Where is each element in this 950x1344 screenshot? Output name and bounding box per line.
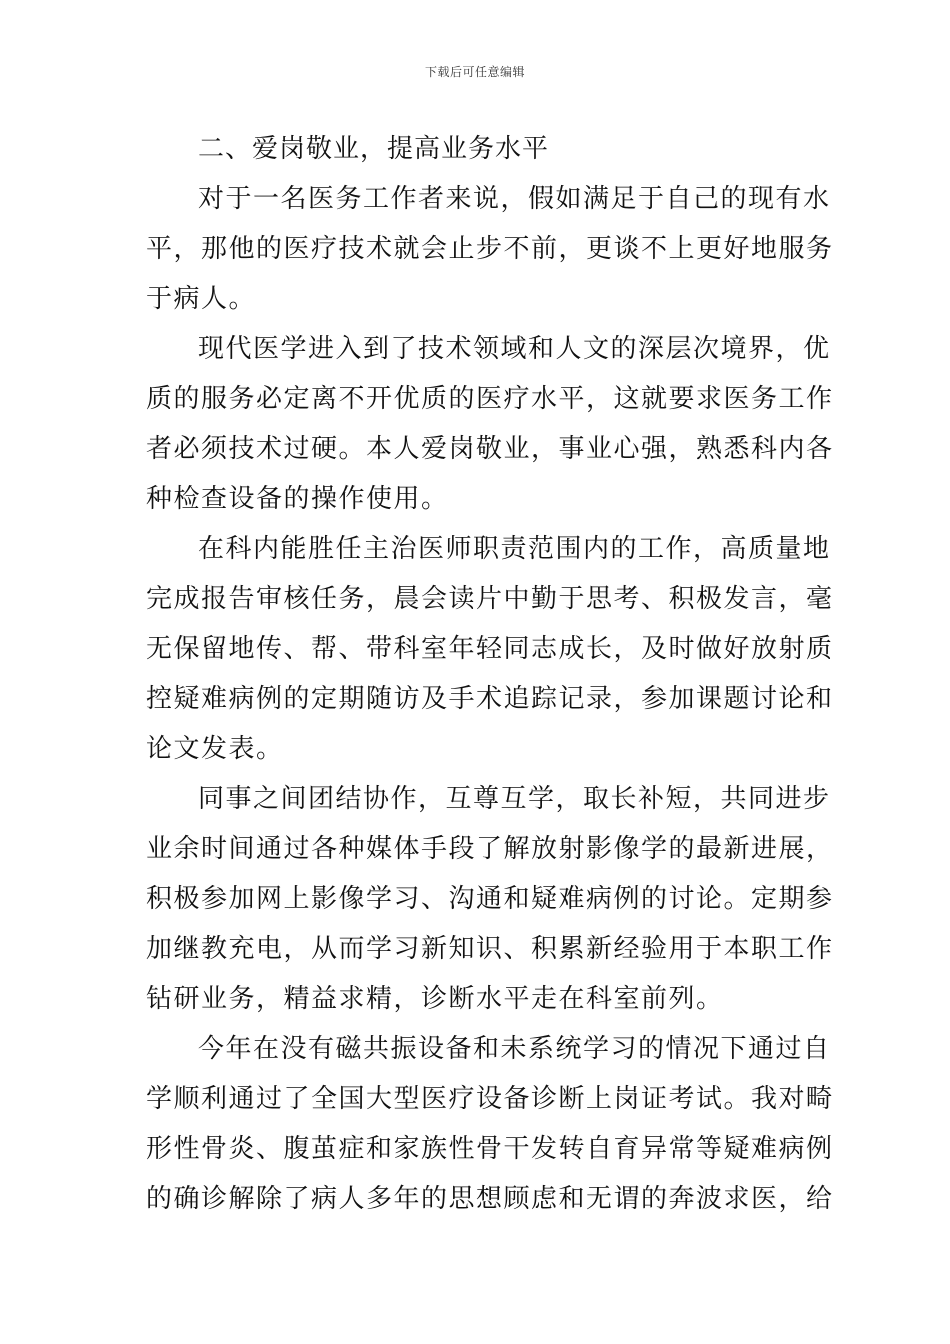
text-line: 无保留地传、帮、带科室年轻同志成长，及时做好放射质	[146, 634, 834, 664]
text-line: 于病人。	[146, 284, 257, 314]
document-body	[146, 124, 834, 1224]
text-line: 质的服务必定离不开优质的医疗水平，这就要求医务工作	[146, 384, 834, 414]
text-line: 今年在没有磁共振设备和未系统学习的情况下通过自	[198, 1034, 831, 1064]
text-line: 同事之间团结协作，互尊互学，取长补短，共同进步	[198, 784, 831, 814]
text-line: 对于一名医务工作者来说，假如满足于自己的现有水	[198, 184, 831, 214]
text-line: 者必须技术过硬。本人爱岗敬业，事业心强，熟悉科内各	[146, 434, 834, 464]
text-line: 的确诊解除了病人多年的思想顾虑和无谓的奔波求医，给	[146, 1184, 834, 1214]
page-header: 下载后可任意编辑	[424, 65, 525, 79]
text-line: 完成报告审核任务，晨会读片中勤于思考、积极发言，毫	[146, 584, 834, 614]
text-line: 论文发表。	[146, 734, 284, 764]
text-line: 控疑难病例的定期随访及手术追踪记录，参加课题讨论和	[146, 684, 834, 714]
text-line: 在科内能胜任主治医师职责范围内的工作，高质量地	[198, 534, 831, 564]
text-line: 业余时间通过各种媒体手段了解放射影像学的最新进展，	[146, 834, 834, 864]
text-line: 积极参加网上影像学习、沟通和疑难病例的讨论。定期参	[146, 884, 834, 914]
text-line: 种检查设备的操作使用。	[146, 484, 449, 514]
paragraph	[146, 174, 834, 324]
text-line: 加继教充电，从而学习新知识、积累新经验用于本职工作	[146, 934, 834, 964]
paragraph	[146, 1024, 834, 1224]
paragraph	[146, 524, 834, 774]
text-line: 平，那他的医疗技术就会止步不前，更谈不上更好地服务	[146, 234, 834, 264]
text-line: 现代医学进入到了技术领域和人文的深层次境界，优	[198, 334, 831, 364]
text-line: 钻研业务，精益求精，诊断水平走在科室前列。	[146, 984, 724, 1014]
paragraph	[146, 324, 834, 524]
text-line: 形性骨炎、腹茧症和家族性骨干发转自育异常等疑难病例	[146, 1134, 834, 1164]
paragraph	[146, 774, 834, 1024]
text-line: 学顺利通过了全国大型医疗设备诊断上岗证考试。我对畸	[146, 1084, 834, 1114]
section-heading: 二、爱岗敬业，提高业务水平	[198, 134, 550, 164]
